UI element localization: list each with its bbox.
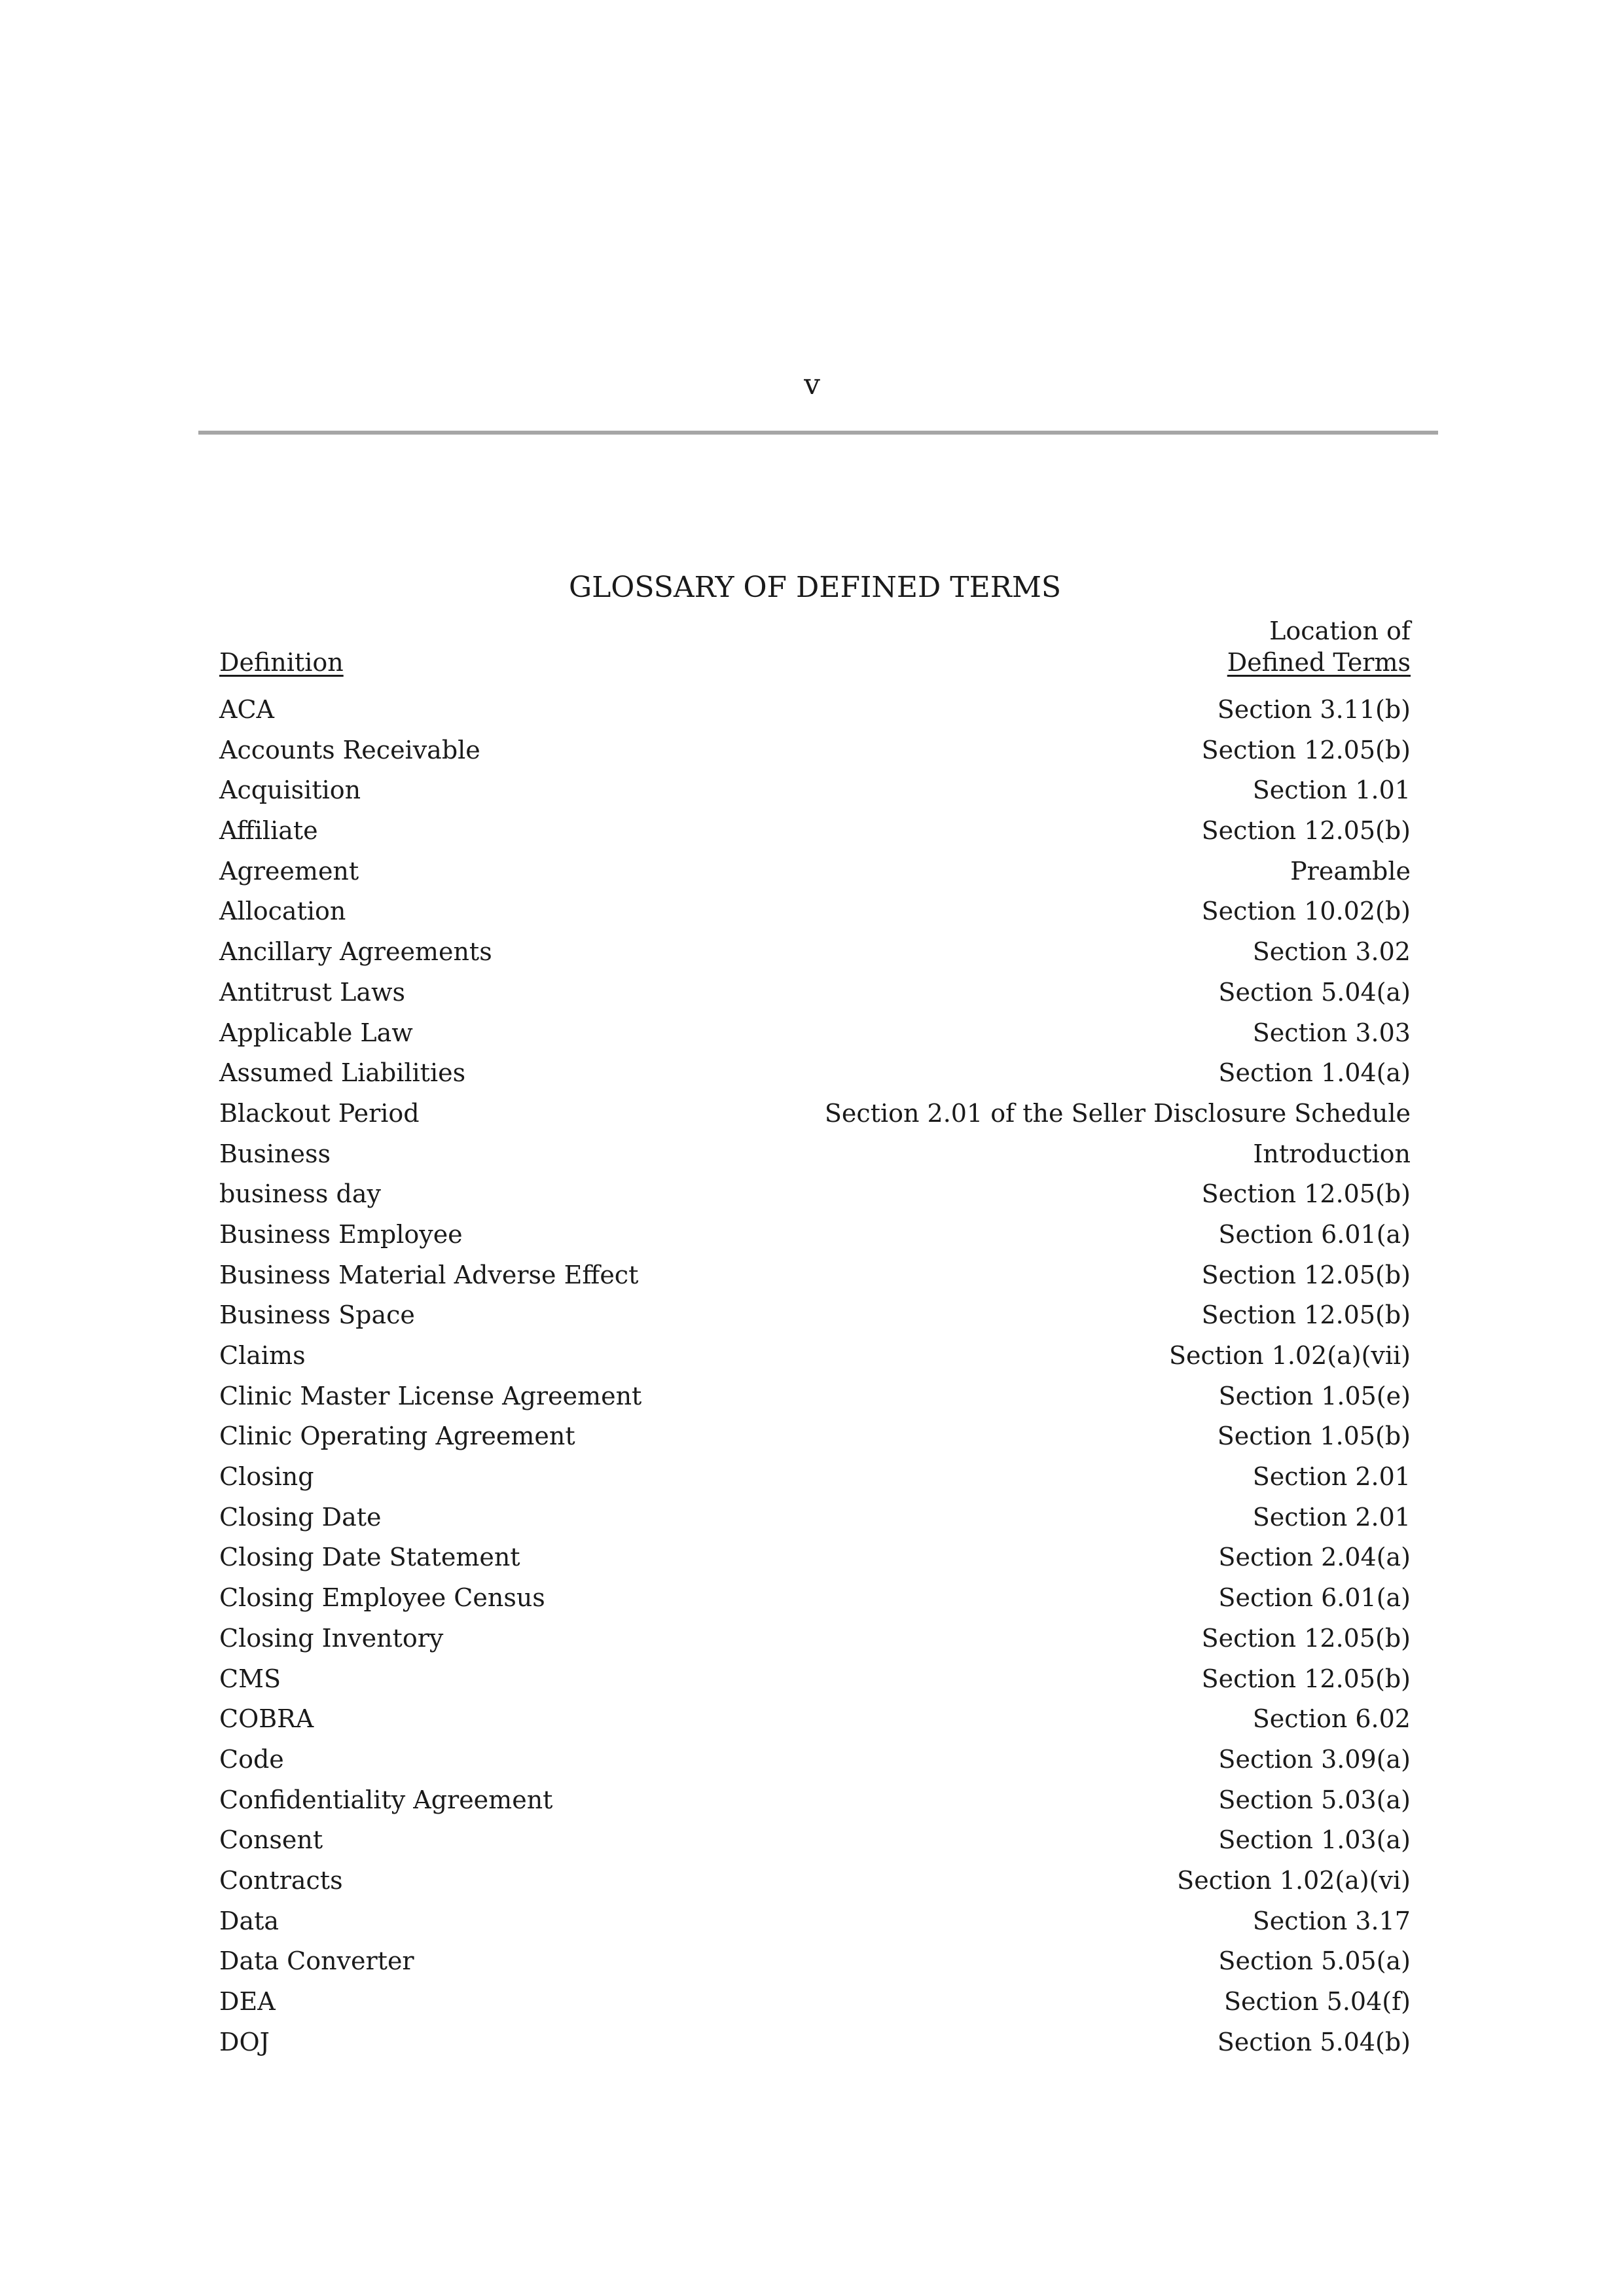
term-row (219, 770, 1411, 811)
term-location: Section 12.05(b) (1201, 1300, 1411, 1330)
term-location: Section 5.05(a) (1218, 1946, 1411, 1976)
term-name: Accounts Receivable (219, 735, 480, 764)
term-name: Closing Inventory (219, 1623, 444, 1653)
term-location: Section 2.01 of the Seller Disclosure Schedule (824, 1098, 1411, 1128)
location-column-header (1227, 615, 1411, 678)
term-location: Section 1.05(e) (1218, 1381, 1411, 1410)
term-row (219, 1498, 1411, 1538)
term-name: Closing (219, 1462, 314, 1492)
location-header-line2: Defined Terms (1227, 648, 1411, 677)
term-location: Section 1.03(a) (1218, 1825, 1411, 1855)
term-row (219, 811, 1411, 852)
term-location: Section 12.05(b) (1201, 735, 1411, 764)
term-row (219, 1255, 1411, 1296)
term-name: Business Material Adverse Effect (219, 1260, 639, 1289)
term-location: Section 1.02(a)(vii) (1169, 1341, 1411, 1370)
term-location: Section 10.02(b) (1201, 897, 1411, 926)
term-name: Antitrust Laws (219, 977, 406, 1007)
term-row (219, 1053, 1411, 1094)
term-row (219, 852, 1411, 892)
term-name: COBRA (219, 1704, 314, 1734)
term-row (219, 1941, 1411, 1982)
term-row (219, 1578, 1411, 1619)
term-name: Claims (219, 1341, 306, 1370)
term-row (219, 1174, 1411, 1215)
term-name: Ancillary Agreements (219, 937, 492, 967)
term-name: Acquisition (219, 776, 361, 805)
term-location: Section 1.01 (1252, 776, 1411, 805)
term-row (219, 1537, 1411, 1578)
term-row (219, 1820, 1411, 1861)
term-name: CMS (219, 1664, 281, 1693)
term-name: Closing Employee Census (219, 1583, 545, 1613)
term-location: Section 1.04(a) (1218, 1058, 1411, 1088)
location-header-line1: Location of (1269, 617, 1411, 645)
term-name: Agreement (219, 856, 359, 886)
term-location: Section 5.04(a) (1218, 977, 1411, 1007)
glossary (219, 567, 1411, 2062)
term-name: Clinic Master License Agreement (219, 1381, 642, 1410)
term-location: Section 1.05(b) (1217, 1422, 1411, 1451)
term-location: Section 5.04(b) (1217, 2027, 1411, 2056)
term-row (219, 1780, 1411, 1821)
term-name: Business (219, 1139, 331, 1168)
term-name: Assumed Liabilities (219, 1058, 466, 1088)
term-name: Clinic Operating Agreement (219, 1422, 575, 1451)
term-location: Section 12.05(b) (1201, 1179, 1411, 1209)
term-name: Data (219, 1906, 280, 1935)
term-name: Business Employee (219, 1219, 463, 1249)
term-location: Section 5.04(f) (1224, 1987, 1411, 2016)
term-location: Introduction (1253, 1139, 1411, 1168)
term-location: Section 5.03(a) (1218, 1785, 1411, 1814)
term-row (219, 1982, 1411, 2022)
term-row (219, 1134, 1411, 1175)
term-location: Section 12.05(b) (1201, 1664, 1411, 1693)
term-name: DEA (219, 1987, 276, 2016)
term-name: ACA (219, 695, 274, 724)
term-name: Blackout Period (219, 1098, 420, 1128)
term-name: Closing Date (219, 1502, 382, 1532)
term-row (219, 1619, 1411, 1659)
term-name: Business Space (219, 1300, 415, 1330)
term-row (219, 730, 1411, 771)
term-location: Section 2.04(a) (1218, 1543, 1411, 1572)
term-location: Section 3.09(a) (1218, 1744, 1411, 1774)
term-row (219, 1336, 1411, 1376)
term-row (219, 973, 1411, 1013)
term-location: Section 3.03 (1252, 1018, 1411, 1047)
term-location: Section 12.05(b) (1201, 816, 1411, 846)
term-location: Section 6.01(a) (1218, 1219, 1411, 1249)
term-row (219, 1295, 1411, 1336)
definition-column-header: Definition (219, 648, 344, 677)
term-location: Section 3.17 (1252, 1906, 1411, 1935)
term-row (219, 1215, 1411, 1255)
term-location: Section 3.02 (1252, 937, 1411, 967)
term-name: Consent (219, 1825, 323, 1855)
term-name: business day (219, 1179, 381, 1209)
term-row (219, 1699, 1411, 1740)
term-location: Section 12.05(b) (1201, 1623, 1411, 1653)
term-name: DOJ (219, 2027, 270, 2056)
term-name: Allocation (219, 897, 346, 926)
term-row (219, 932, 1411, 973)
term-row (219, 690, 1411, 730)
term-row (219, 1013, 1411, 1054)
term-location: Section 2.01 (1252, 1502, 1411, 1532)
header-divider (198, 431, 1438, 435)
term-list (219, 690, 1411, 2062)
term-name: Closing Date Statement (219, 1543, 520, 1572)
term-row (219, 1376, 1411, 1417)
term-row (219, 1457, 1411, 1498)
term-location: Section 6.01(a) (1218, 1583, 1411, 1613)
term-name: Affiliate (219, 816, 318, 846)
term-location: Section 6.02 (1252, 1704, 1411, 1734)
term-name: Applicable Law (219, 1018, 413, 1047)
term-location: Section 3.11(b) (1217, 695, 1411, 724)
term-name: Confidentiality Agreement (219, 1785, 553, 1814)
term-location: Section 2.01 (1252, 1462, 1411, 1492)
term-row (219, 2022, 1411, 2063)
term-location: Preamble (1290, 856, 1411, 886)
term-row (219, 891, 1411, 932)
page-number: v (804, 368, 820, 401)
glossary-title: GLOSSARY OF DEFINED TERMS (568, 571, 1062, 604)
term-row (219, 1740, 1411, 1780)
header-spacer (219, 681, 1411, 690)
term-location: Section 1.02(a)(vi) (1177, 1865, 1411, 1895)
term-location: Section 12.05(b) (1201, 1260, 1411, 1289)
term-row (219, 1901, 1411, 1942)
term-name: Contracts (219, 1865, 343, 1895)
term-name: Code (219, 1744, 284, 1774)
column-headers (219, 609, 1411, 681)
term-row (219, 1094, 1411, 1134)
term-row (219, 1416, 1411, 1457)
term-name: Data Converter (219, 1946, 414, 1976)
term-row (219, 1659, 1411, 1700)
term-row (219, 1861, 1411, 1901)
